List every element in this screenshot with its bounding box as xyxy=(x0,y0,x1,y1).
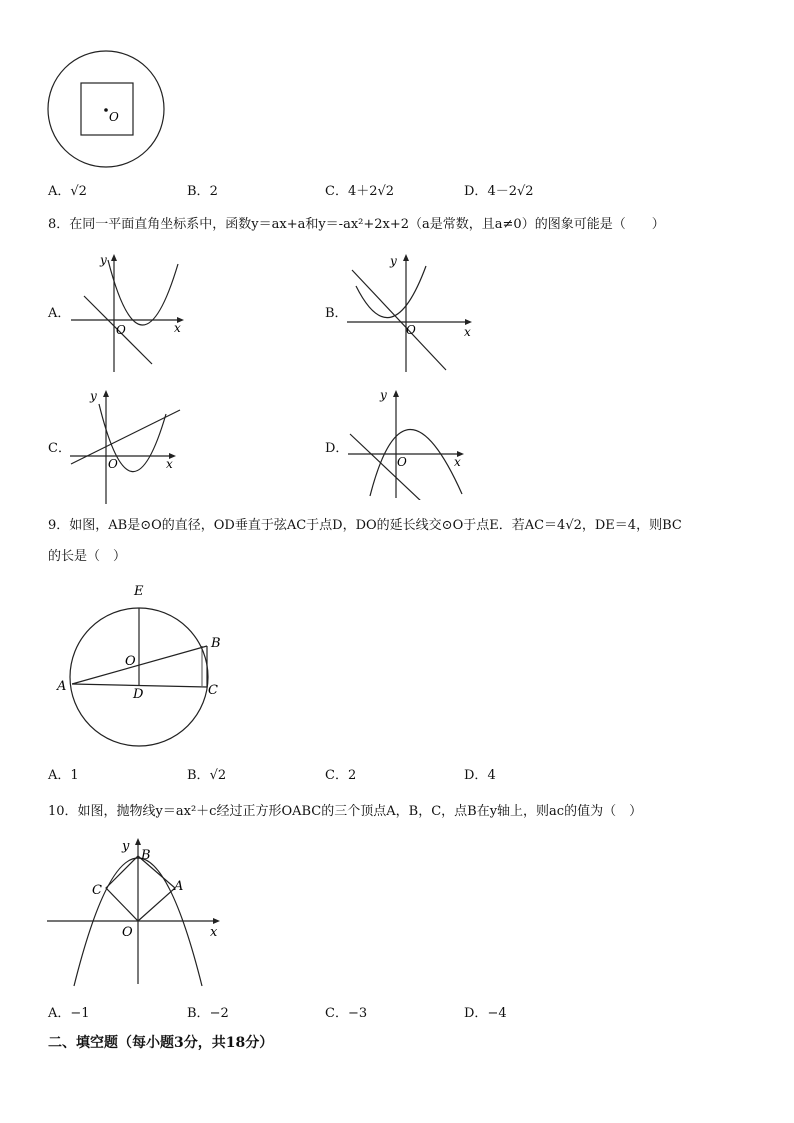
q7-center-label: O xyxy=(109,110,119,124)
label-c: C xyxy=(208,683,218,698)
q7-option-b-letter: B． xyxy=(187,184,210,199)
q9-option-d-letter: D． xyxy=(464,768,488,783)
q7-option-c-text: 4＋2√2 xyxy=(347,184,395,199)
q8-graph-a xyxy=(66,248,196,376)
q9-stem-line1: 9．如图，AB是⊙O的直径，OD垂直于弦AC于点D，DO的延长线交⊙O于点E．若AC＝4√2，DE＝4，则BC xyxy=(48,518,682,533)
label-b: B xyxy=(211,636,221,651)
y-axis-arrow xyxy=(403,254,409,261)
parabola xyxy=(370,429,462,496)
x-label: x xyxy=(464,325,471,339)
q9-figure xyxy=(52,578,232,762)
y-axis-arrow xyxy=(135,838,141,845)
q7-figure xyxy=(44,48,170,172)
q7-option-a-text: √2 xyxy=(70,184,87,199)
o-label: O xyxy=(108,457,118,471)
q10-option-b xyxy=(187,1002,229,1021)
q7-center-dot xyxy=(104,108,108,112)
q9-option-a-text: 1 xyxy=(70,768,79,783)
q8-graph-c xyxy=(66,384,190,506)
q9-option-d xyxy=(464,764,496,783)
x-label: x xyxy=(174,321,181,335)
q7-option-d xyxy=(464,180,534,199)
q8-graph-a-letter: A． xyxy=(48,306,71,321)
q8-graph-d xyxy=(344,384,472,500)
q7-option-c xyxy=(325,180,394,199)
q10-option-a-text: −1 xyxy=(70,1006,90,1021)
q9-option-b xyxy=(187,764,226,783)
y-label: y xyxy=(380,388,387,402)
label-x: x xyxy=(210,925,218,940)
label-o: O xyxy=(122,925,133,940)
q7-option-b-text: 2 xyxy=(209,184,218,199)
o-label: O xyxy=(116,323,126,337)
q7-option-a xyxy=(48,180,87,199)
q7-option-d-letter: D． xyxy=(464,184,488,199)
line xyxy=(350,434,422,500)
q10-option-a-letter: A． xyxy=(48,1006,71,1021)
x-axis-arrow xyxy=(213,918,220,924)
q10-option-a xyxy=(48,1002,90,1021)
q8-graph-b-letter: B． xyxy=(325,306,348,321)
q9-option-c xyxy=(325,764,356,783)
q9-option-b-text: √2 xyxy=(209,768,227,783)
y-label: y xyxy=(100,253,107,267)
q10-stem: 10．如图，抛物线y＝ax²＋c经过正方形OABC的三个顶点A，B，C，点B在y轴上，则ac的值为（ ） xyxy=(48,804,643,819)
x-label: x xyxy=(454,455,461,469)
q7-option-a-letter: A． xyxy=(48,184,71,199)
label-o: O xyxy=(125,654,136,669)
q9-option-c-letter: C． xyxy=(325,768,348,783)
y-axis-arrow xyxy=(103,390,109,397)
q10-figure xyxy=(44,832,230,992)
q9-stem-line2: 的长是（ ） xyxy=(48,549,127,564)
y-label: y xyxy=(90,389,97,403)
parabola xyxy=(108,260,178,325)
y-label: y xyxy=(390,254,397,268)
label-e: E xyxy=(134,584,144,599)
x-label: x xyxy=(166,457,173,471)
q9-option-c-text: 2 xyxy=(347,768,357,783)
q9-option-a xyxy=(48,764,79,783)
q10-option-b-text: −2 xyxy=(209,1006,229,1021)
q10-option-d-letter: D． xyxy=(464,1006,488,1021)
q7-option-d-text: 4－2√2 xyxy=(487,184,534,199)
q10-option-c-letter: C． xyxy=(325,1006,348,1021)
q10-option-c xyxy=(325,1002,367,1021)
q7-option-b xyxy=(187,180,218,199)
q10-option-d xyxy=(464,1002,507,1021)
label-a: A xyxy=(57,679,67,694)
q8-stem: 8．在同一平面直角坐标系中，函数y＝ax+a和y＝-ax²+2x+2（a是常数，且a≠0）的图象可能是（ ） xyxy=(48,217,665,232)
q9-option-b-letter: B． xyxy=(187,768,210,783)
label-y: y xyxy=(122,839,130,854)
q9-option-d-text: 4 xyxy=(487,768,496,783)
q8-graph-d-letter: D． xyxy=(325,441,349,456)
label-a: A xyxy=(174,879,184,894)
o-label: O xyxy=(406,323,416,337)
line xyxy=(352,270,446,370)
label-c: C xyxy=(92,883,102,898)
o-label: O xyxy=(397,455,407,469)
q8-graph-c-letter: C． xyxy=(48,441,71,456)
y-axis-arrow xyxy=(393,390,399,397)
q7-option-c-letter: C． xyxy=(325,184,348,199)
y-axis-arrow xyxy=(111,254,117,261)
q10-option-d-text: −4 xyxy=(487,1006,507,1021)
label-b: B xyxy=(141,848,151,863)
label-d: D xyxy=(133,687,144,702)
q10-option-c-text: −3 xyxy=(347,1006,368,1021)
section-2-heading: 二、填空题（每小题3分，共18分） xyxy=(48,1035,274,1051)
square-oabc xyxy=(106,856,175,921)
q10-option-b-letter: B． xyxy=(187,1006,210,1021)
q9-option-a-letter: A． xyxy=(48,768,71,783)
parabola xyxy=(356,266,426,318)
q8-graph-b xyxy=(342,248,482,376)
